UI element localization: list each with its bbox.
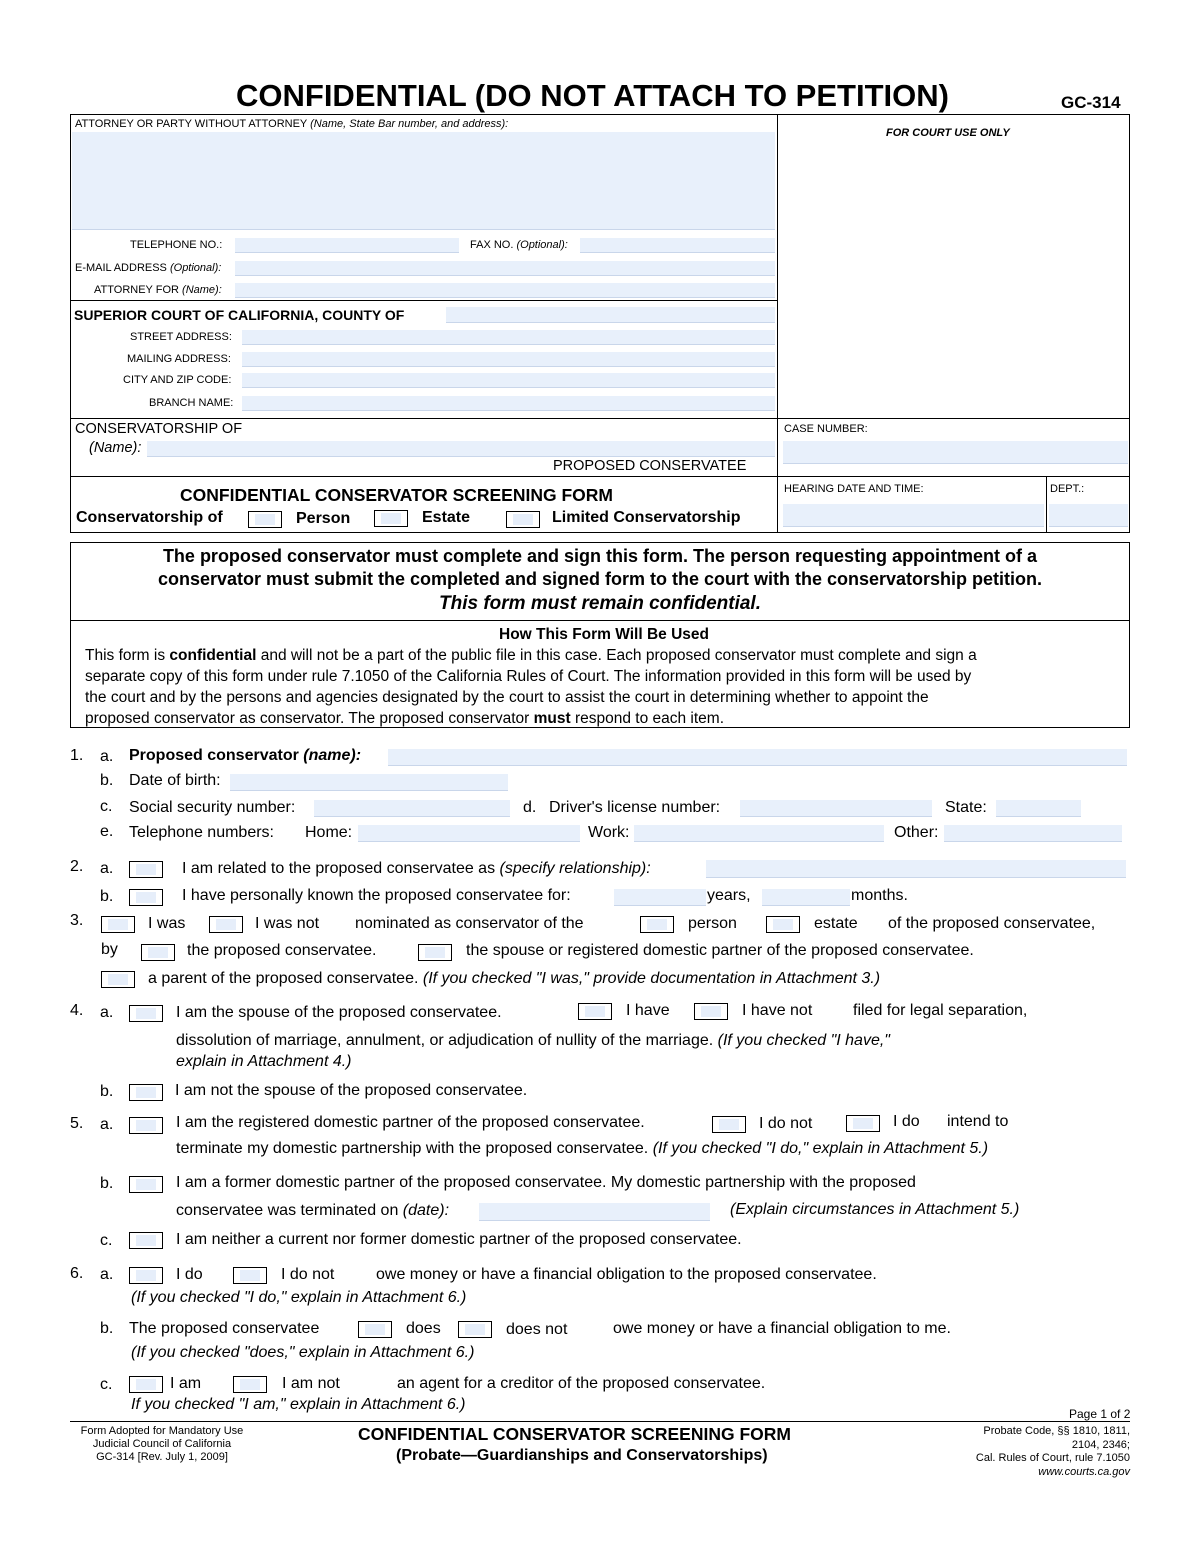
date-of-birth-field[interactable] bbox=[230, 774, 508, 791]
street-address-field[interactable] bbox=[242, 330, 775, 345]
i-do-not-owe-label: I do not bbox=[281, 1266, 335, 1283]
item-4a-letter: a. bbox=[100, 1004, 114, 1021]
by-spouse-checkbox[interactable] bbox=[418, 944, 452, 961]
does-label: does bbox=[406, 1320, 441, 1337]
notice-line-2: conservator must submit the completed and signed form to the court with the conservatorship petition. bbox=[157, 569, 1043, 589]
court-use-label: FOR COURT USE ONLY bbox=[886, 127, 1010, 139]
not-spouse-checkbox[interactable] bbox=[129, 1084, 163, 1101]
telephone-label: TELEPHONE NO.: bbox=[130, 239, 223, 251]
item-1c-letter: c. bbox=[100, 798, 113, 815]
caption-rule bbox=[70, 300, 777, 301]
item-4-number: 4. bbox=[70, 1002, 84, 1019]
state-label: State: bbox=[945, 799, 987, 816]
attachment-4-note: explain in Attachment 4.) bbox=[176, 1053, 352, 1070]
estate-label: Estate bbox=[422, 509, 471, 526]
terminated-on-label: conservatee was terminated on (date): bbox=[176, 1202, 450, 1219]
footer-website[interactable]: www.courts.ca.gov bbox=[1038, 1465, 1130, 1478]
footer-left bbox=[70, 1425, 254, 1464]
item-1d-letter: d. bbox=[523, 799, 537, 816]
i-do-owe-checkbox[interactable] bbox=[129, 1267, 163, 1284]
conservatee-name-field[interactable] bbox=[147, 441, 775, 457]
footer-probate-code: Probate Code, §§ 1810, 1811, bbox=[983, 1425, 1130, 1437]
item-2b-letter: b. bbox=[100, 888, 114, 905]
i-am-not-agent-checkbox[interactable] bbox=[233, 1376, 267, 1393]
other-label: Other: bbox=[894, 824, 939, 841]
by-parent-label: a parent of the proposed conservatee. (If you checked "I was," provide documentation in Attachment 3.) bbox=[148, 970, 881, 987]
branch-name-field[interactable] bbox=[242, 396, 775, 411]
case-number-field[interactable] bbox=[783, 441, 1128, 464]
footer-subtitle: (Probate—Guardianships and Conservatorships) bbox=[396, 1447, 768, 1464]
limited-label: Limited Conservatorship bbox=[552, 509, 741, 526]
drivers-license-field[interactable] bbox=[740, 800, 932, 817]
does-not-owe-checkbox[interactable] bbox=[458, 1321, 492, 1338]
item-1a-letter: a. bbox=[100, 748, 114, 765]
i-do-not-intend-checkbox[interactable] bbox=[712, 1116, 746, 1133]
i-have-checkbox[interactable] bbox=[578, 1003, 612, 1020]
home-phone-field[interactable] bbox=[358, 825, 580, 842]
item-6-number: 6. bbox=[70, 1265, 84, 1282]
attachment-6c-note: If you checked "I am," explain in Attachment 6.) bbox=[131, 1396, 466, 1413]
street-address-label: STREET ADDRESS: bbox=[130, 331, 232, 343]
proposed-conservatee-label: The proposed conservatee bbox=[129, 1320, 320, 1337]
branch-name-label: BRANCH NAME: bbox=[149, 397, 234, 409]
related-checkbox[interactable] bbox=[129, 861, 163, 878]
i-was-label: I was bbox=[148, 915, 186, 932]
item-1a-label: Proposed conservator (name): bbox=[129, 747, 362, 764]
conservator-name-field[interactable] bbox=[388, 749, 1127, 766]
state-field[interactable] bbox=[996, 800, 1081, 817]
related-label: I am related to the proposed conservatee as (specify relationship): bbox=[182, 860, 651, 877]
mailing-address-field[interactable] bbox=[242, 352, 775, 367]
item-2a-letter: a. bbox=[100, 860, 114, 877]
attorney-address-field[interactable] bbox=[72, 132, 775, 230]
owe-me-label: owe money or have a financial obligation to me. bbox=[613, 1320, 951, 1337]
attachment-6b-note: (If you checked "does," explain in Attachment 6.) bbox=[131, 1344, 475, 1361]
footer-council: Judicial Council of California bbox=[92, 1438, 232, 1450]
relationship-field[interactable] bbox=[706, 860, 1126, 878]
by-label: by bbox=[101, 941, 118, 958]
item-5-number: 5. bbox=[70, 1115, 84, 1132]
item-5c-letter: c. bbox=[100, 1232, 113, 1249]
city-zip-label: CITY AND ZIP CODE: bbox=[123, 374, 232, 386]
date-of-birth-label: Date of birth: bbox=[129, 772, 221, 789]
page-title: CONFIDENTIAL (DO NOT ATTACH TO PETITION) bbox=[236, 78, 949, 113]
other-phone-field[interactable] bbox=[944, 825, 1122, 842]
footer-rules: Cal. Rules of Court, rule 7.1050 bbox=[975, 1452, 1130, 1464]
nominated-estate-checkbox[interactable] bbox=[766, 916, 800, 933]
conservatorship-of-bold: Conservatorship of bbox=[76, 509, 223, 526]
former-partner-label: I am a former domestic partner of the proposed conservatee. My domestic partnership with the proposed bbox=[176, 1174, 916, 1191]
hearing-label: HEARING DATE AND TIME: bbox=[784, 483, 924, 495]
known-label: I have personally known the proposed conservatee for: bbox=[182, 887, 571, 904]
ssn-label: Social security number: bbox=[129, 799, 296, 816]
years-label: years, bbox=[707, 887, 751, 904]
how-used-line-3: the court and by the persons and agencies designated by the court to assist the court in determining whether to appoint the bbox=[85, 689, 929, 706]
case-number-label: CASE NUMBER: bbox=[784, 423, 868, 435]
how-used-line-2: separate copy of this form under rule 7.1050 of the California Rules of Court. The information provided in this form will be used by bbox=[85, 668, 972, 685]
agent-creditor-label: an agent for a creditor of the proposed conservatee. bbox=[397, 1375, 766, 1392]
how-used-line-1: This form is confidential and will not be a part of the public file in this case. Each proposed conservator must complete and sign a bbox=[85, 647, 977, 664]
domestic-partner-label: I am the registered domestic partner of the proposed conservatee. bbox=[176, 1114, 645, 1131]
dept-field[interactable] bbox=[1049, 504, 1128, 527]
spouse-checkbox[interactable] bbox=[129, 1005, 163, 1022]
item-6b-letter: b. bbox=[100, 1320, 114, 1337]
item-4b-letter: b. bbox=[100, 1083, 114, 1100]
spouse-label: I am the spouse of the proposed conservatee. bbox=[176, 1004, 502, 1021]
item-1e-letter: e. bbox=[100, 823, 114, 840]
dept-label: DEPT.: bbox=[1050, 483, 1085, 495]
by-conservatee-checkbox[interactable] bbox=[141, 944, 175, 961]
neither-partner-label: I am neither a current nor former domestic partner of the proposed conservatee. bbox=[176, 1231, 742, 1248]
mailing-address-label: MAILING ADDRESS: bbox=[127, 353, 231, 365]
proposed-conservatee-label: PROPOSED CONSERVATEE bbox=[553, 458, 747, 474]
form-code: GC-314 bbox=[1061, 93, 1121, 112]
name-label: (Name): bbox=[89, 440, 142, 456]
attorney-label: ATTORNEY OR PARTY WITHOUT ATTORNEY (Name, State Bar number, and address): bbox=[75, 118, 509, 130]
i-have-not-label: I have not bbox=[742, 1002, 813, 1019]
attorney-for-label: ATTORNEY FOR (Name): bbox=[94, 284, 222, 296]
footer-right bbox=[976, 1425, 1130, 1479]
footer-adopted: Form Adopted for Mandatory Use bbox=[80, 1425, 244, 1437]
i-do-not-label: I do not bbox=[759, 1115, 813, 1132]
not-spouse-label: I am not the spouse of the proposed conservatee. bbox=[175, 1082, 528, 1099]
superior-court-label: SUPERIOR COURT OF CALIFORNIA, COUNTY OF bbox=[74, 307, 405, 323]
former-partner-checkbox[interactable] bbox=[129, 1176, 163, 1193]
months-label: months. bbox=[851, 887, 908, 904]
fax-field[interactable] bbox=[580, 238, 775, 253]
does-not-label: does not bbox=[506, 1321, 568, 1338]
does-owe-checkbox[interactable] bbox=[358, 1321, 392, 1338]
i-was-not-checkbox[interactable] bbox=[209, 916, 243, 933]
email-label: E-MAIL ADDRESS (Optional): bbox=[75, 262, 222, 274]
attachment-5-note: (Explain circumstances in Attachment 5.) bbox=[730, 1201, 1020, 1218]
city-zip-field[interactable] bbox=[242, 373, 775, 388]
drivers-license-label: Driver's license number: bbox=[549, 799, 721, 816]
item-1b-letter: b. bbox=[100, 772, 114, 789]
caption-rule bbox=[70, 418, 1130, 419]
how-used-line-4: proposed conservator as conservator. The proposed conservator must respond to each item. bbox=[85, 710, 725, 727]
by-spouse-label: the spouse or registered domestic partner of the proposed conservatee. bbox=[466, 942, 974, 959]
caption-divider bbox=[1046, 476, 1047, 533]
footer-revision: GC-314 [Rev. July 1, 2009] bbox=[96, 1451, 228, 1463]
home-label: Home: bbox=[305, 824, 353, 841]
years-field[interactable] bbox=[614, 889, 706, 906]
i-am-not-label: I am not bbox=[282, 1375, 340, 1392]
conservatorship-of-label: CONSERVATORSHIP OF bbox=[75, 421, 243, 437]
item-2-number: 2. bbox=[70, 858, 84, 875]
i-was-checkbox[interactable] bbox=[101, 916, 135, 933]
person-label: person bbox=[688, 915, 737, 932]
item-3-number: 3. bbox=[70, 912, 84, 929]
item-5a-letter: a. bbox=[100, 1116, 114, 1133]
work-label: Work: bbox=[588, 824, 630, 841]
filed-label: filed for legal separation, bbox=[853, 1002, 1028, 1019]
by-parent-checkbox[interactable] bbox=[101, 971, 135, 988]
neither-partner-checkbox[interactable] bbox=[129, 1232, 163, 1249]
person-label: Person bbox=[296, 510, 351, 527]
footer-title: CONFIDENTIAL CONSERVATOR SCREENING FORM bbox=[358, 1424, 791, 1444]
person-checkbox[interactable] bbox=[248, 511, 282, 528]
work-phone-field[interactable] bbox=[634, 825, 884, 842]
i-do-label: I do bbox=[893, 1113, 920, 1130]
how-used-heading: How This Form Will Be Used bbox=[499, 626, 709, 643]
of-conservatee-label: of the proposed conservatee, bbox=[888, 915, 1096, 932]
attachment-6a-note: (If you checked "I do," explain in Attachment 6.) bbox=[131, 1289, 467, 1306]
i-do-owe-label: I do bbox=[176, 1266, 203, 1283]
notice-line-1: The proposed conservator must complete and sign this form. The person requesting appointment of a bbox=[162, 546, 1038, 566]
item-6a-letter: a. bbox=[100, 1266, 114, 1283]
attorney-for-field[interactable] bbox=[235, 283, 775, 298]
i-do-not-owe-checkbox[interactable] bbox=[233, 1267, 267, 1284]
intend-to-label: intend to bbox=[947, 1113, 1009, 1130]
notice-line-3: This form must remain confidential. bbox=[439, 593, 761, 614]
hearing-field[interactable] bbox=[783, 504, 1044, 527]
estate-checkbox[interactable] bbox=[374, 510, 408, 527]
footer-probate-code-2: 2104, 2346; bbox=[1071, 1438, 1130, 1451]
i-do-intend-checkbox[interactable] bbox=[846, 1115, 880, 1132]
nominated-person-checkbox[interactable] bbox=[640, 916, 674, 933]
estate-label: estate bbox=[814, 915, 858, 932]
email-field[interactable] bbox=[235, 261, 775, 276]
notice-rule bbox=[70, 620, 1130, 621]
item-6c-letter: c. bbox=[100, 1376, 113, 1393]
nominated-label: nominated as conservator of the bbox=[355, 915, 584, 932]
telephone-field[interactable] bbox=[235, 238, 459, 253]
fax-label: FAX NO. (Optional): bbox=[470, 239, 568, 251]
dissolution-label: dissolution of marriage, annulment, or adjudication of nullity of the marriage. (If you checked "I have," bbox=[176, 1032, 890, 1049]
i-am-label: I am bbox=[170, 1375, 202, 1392]
footer-rule bbox=[70, 1421, 1130, 1422]
domestic-partner-checkbox[interactable] bbox=[129, 1117, 163, 1134]
page-number: Page 1 of 2 bbox=[1069, 1407, 1131, 1421]
i-have-label: I have bbox=[626, 1002, 670, 1019]
known-checkbox[interactable] bbox=[129, 889, 163, 906]
termination-date-field[interactable] bbox=[479, 1203, 710, 1221]
owe-conservatee-label: owe money or have a financial obligation to the proposed conservatee. bbox=[376, 1266, 877, 1283]
item-5b-letter: b. bbox=[100, 1175, 114, 1192]
months-field[interactable] bbox=[762, 889, 850, 906]
county-field[interactable] bbox=[446, 307, 775, 323]
i-am-agent-checkbox[interactable] bbox=[129, 1376, 163, 1393]
telephone-numbers-label: Telephone numbers: bbox=[129, 824, 274, 841]
item-1-number: 1. bbox=[70, 747, 84, 764]
caption-rule bbox=[70, 476, 1130, 477]
i-was-not-label: I was not bbox=[255, 915, 320, 932]
i-have-not-checkbox[interactable] bbox=[694, 1003, 728, 1020]
terminate-label: terminate my domestic partnership with the proposed conservatee. (If you checked "I do," explain in Attachment 5.) bbox=[176, 1140, 989, 1157]
screening-form-title: CONFIDENTIAL CONSERVATOR SCREENING FORM bbox=[180, 485, 613, 505]
limited-checkbox[interactable] bbox=[506, 511, 540, 528]
caption-divider bbox=[777, 114, 778, 533]
by-conservatee-label: the proposed conservatee. bbox=[187, 942, 377, 959]
ssn-field[interactable] bbox=[314, 800, 510, 817]
